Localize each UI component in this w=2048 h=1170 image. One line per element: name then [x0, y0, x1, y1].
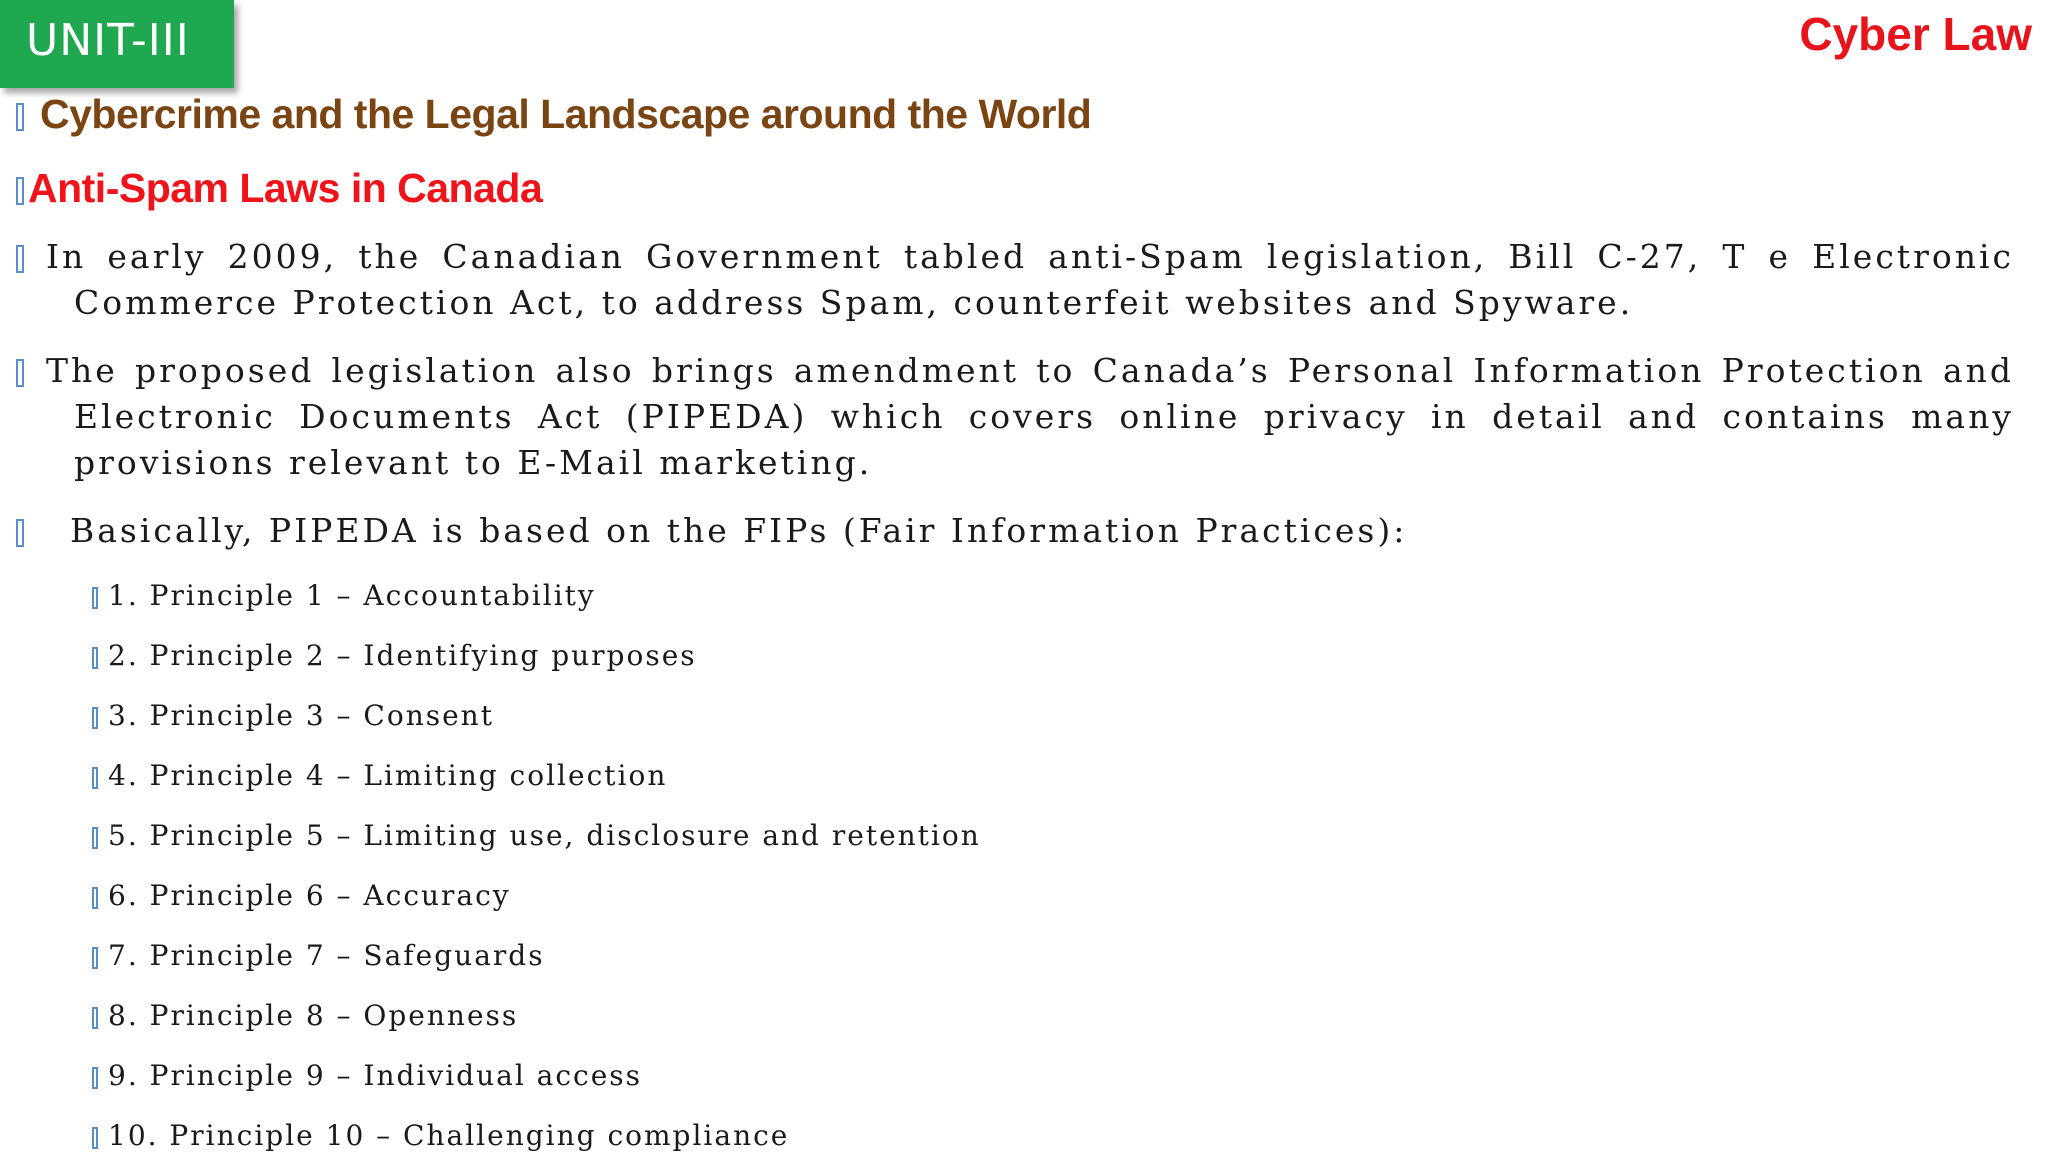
subsection-heading-text: Anti-Spam Laws in Canada	[28, 165, 543, 211]
course-title: Cyber Law	[1799, 8, 2032, 60]
bullet-icon	[92, 947, 98, 969]
paragraph-text: In early 2009, the Canadian Government tabled anti-Spam legislation, Bill C-27, T e Electronic Commerce Protection Act, to address Spam, counterfeit websites and Spyware.	[46, 237, 2014, 322]
principles-list	[92, 570, 981, 1170]
bullet-icon	[16, 177, 24, 205]
list-item: 9. Principle 9 – Individual access	[92, 1050, 981, 1110]
list-item: 8. Principle 8 – Openness	[92, 990, 981, 1050]
list-item: 2. Principle 2 – Identifying purposes	[92, 630, 981, 690]
bullet-icon	[92, 647, 98, 669]
bullet-icon	[92, 587, 98, 609]
bullet-icon	[16, 359, 24, 387]
unit-badge	[0, 0, 234, 88]
section-heading	[16, 86, 1091, 142]
section-heading-text: Cybercrime and the Legal Landscape around the World	[40, 91, 1092, 137]
paragraph-pipeda-amendment	[16, 348, 2014, 486]
bullet-icon	[92, 1067, 98, 1089]
bullet-icon	[92, 767, 98, 789]
list-item: 10. Principle 10 – Challenging compliance	[92, 1110, 981, 1170]
bullet-icon	[92, 707, 98, 729]
list-item: 6. Principle 6 – Accuracy	[92, 870, 981, 930]
paragraph-text: The proposed legislation also brings amendment to Canada’s Personal Information Protection and Electronic Documents Act (PIPEDA) which covers online privacy in detail and contains many provisions relevant to E-Mail marketing.	[46, 351, 2014, 482]
paragraph-text: Basically, PIPEDA is based on the FIPs (Fair Information Practices):	[70, 511, 1408, 550]
bullet-icon	[92, 827, 98, 849]
subsection-heading	[16, 160, 542, 216]
list-item: 4. Principle 4 – Limiting collection	[92, 750, 981, 810]
list-item: 5. Principle 5 – Limiting use, disclosure and retention	[92, 810, 981, 870]
list-item: 7. Principle 7 – Safeguards	[92, 930, 981, 990]
list-item: 3. Principle 3 – Consent	[92, 690, 981, 750]
bullet-icon	[92, 1127, 98, 1149]
paragraph-fips-intro	[16, 508, 2014, 554]
bullet-icon	[92, 887, 98, 909]
list-item: 1. Principle 1 – Accountability	[92, 570, 981, 630]
bullet-icon	[16, 103, 24, 131]
bullet-icon	[92, 1007, 98, 1029]
bullet-icon	[16, 245, 24, 273]
bullet-icon	[16, 519, 24, 547]
unit-label: UNIT-III	[26, 15, 190, 66]
paragraph-bill-c27	[16, 234, 2014, 326]
